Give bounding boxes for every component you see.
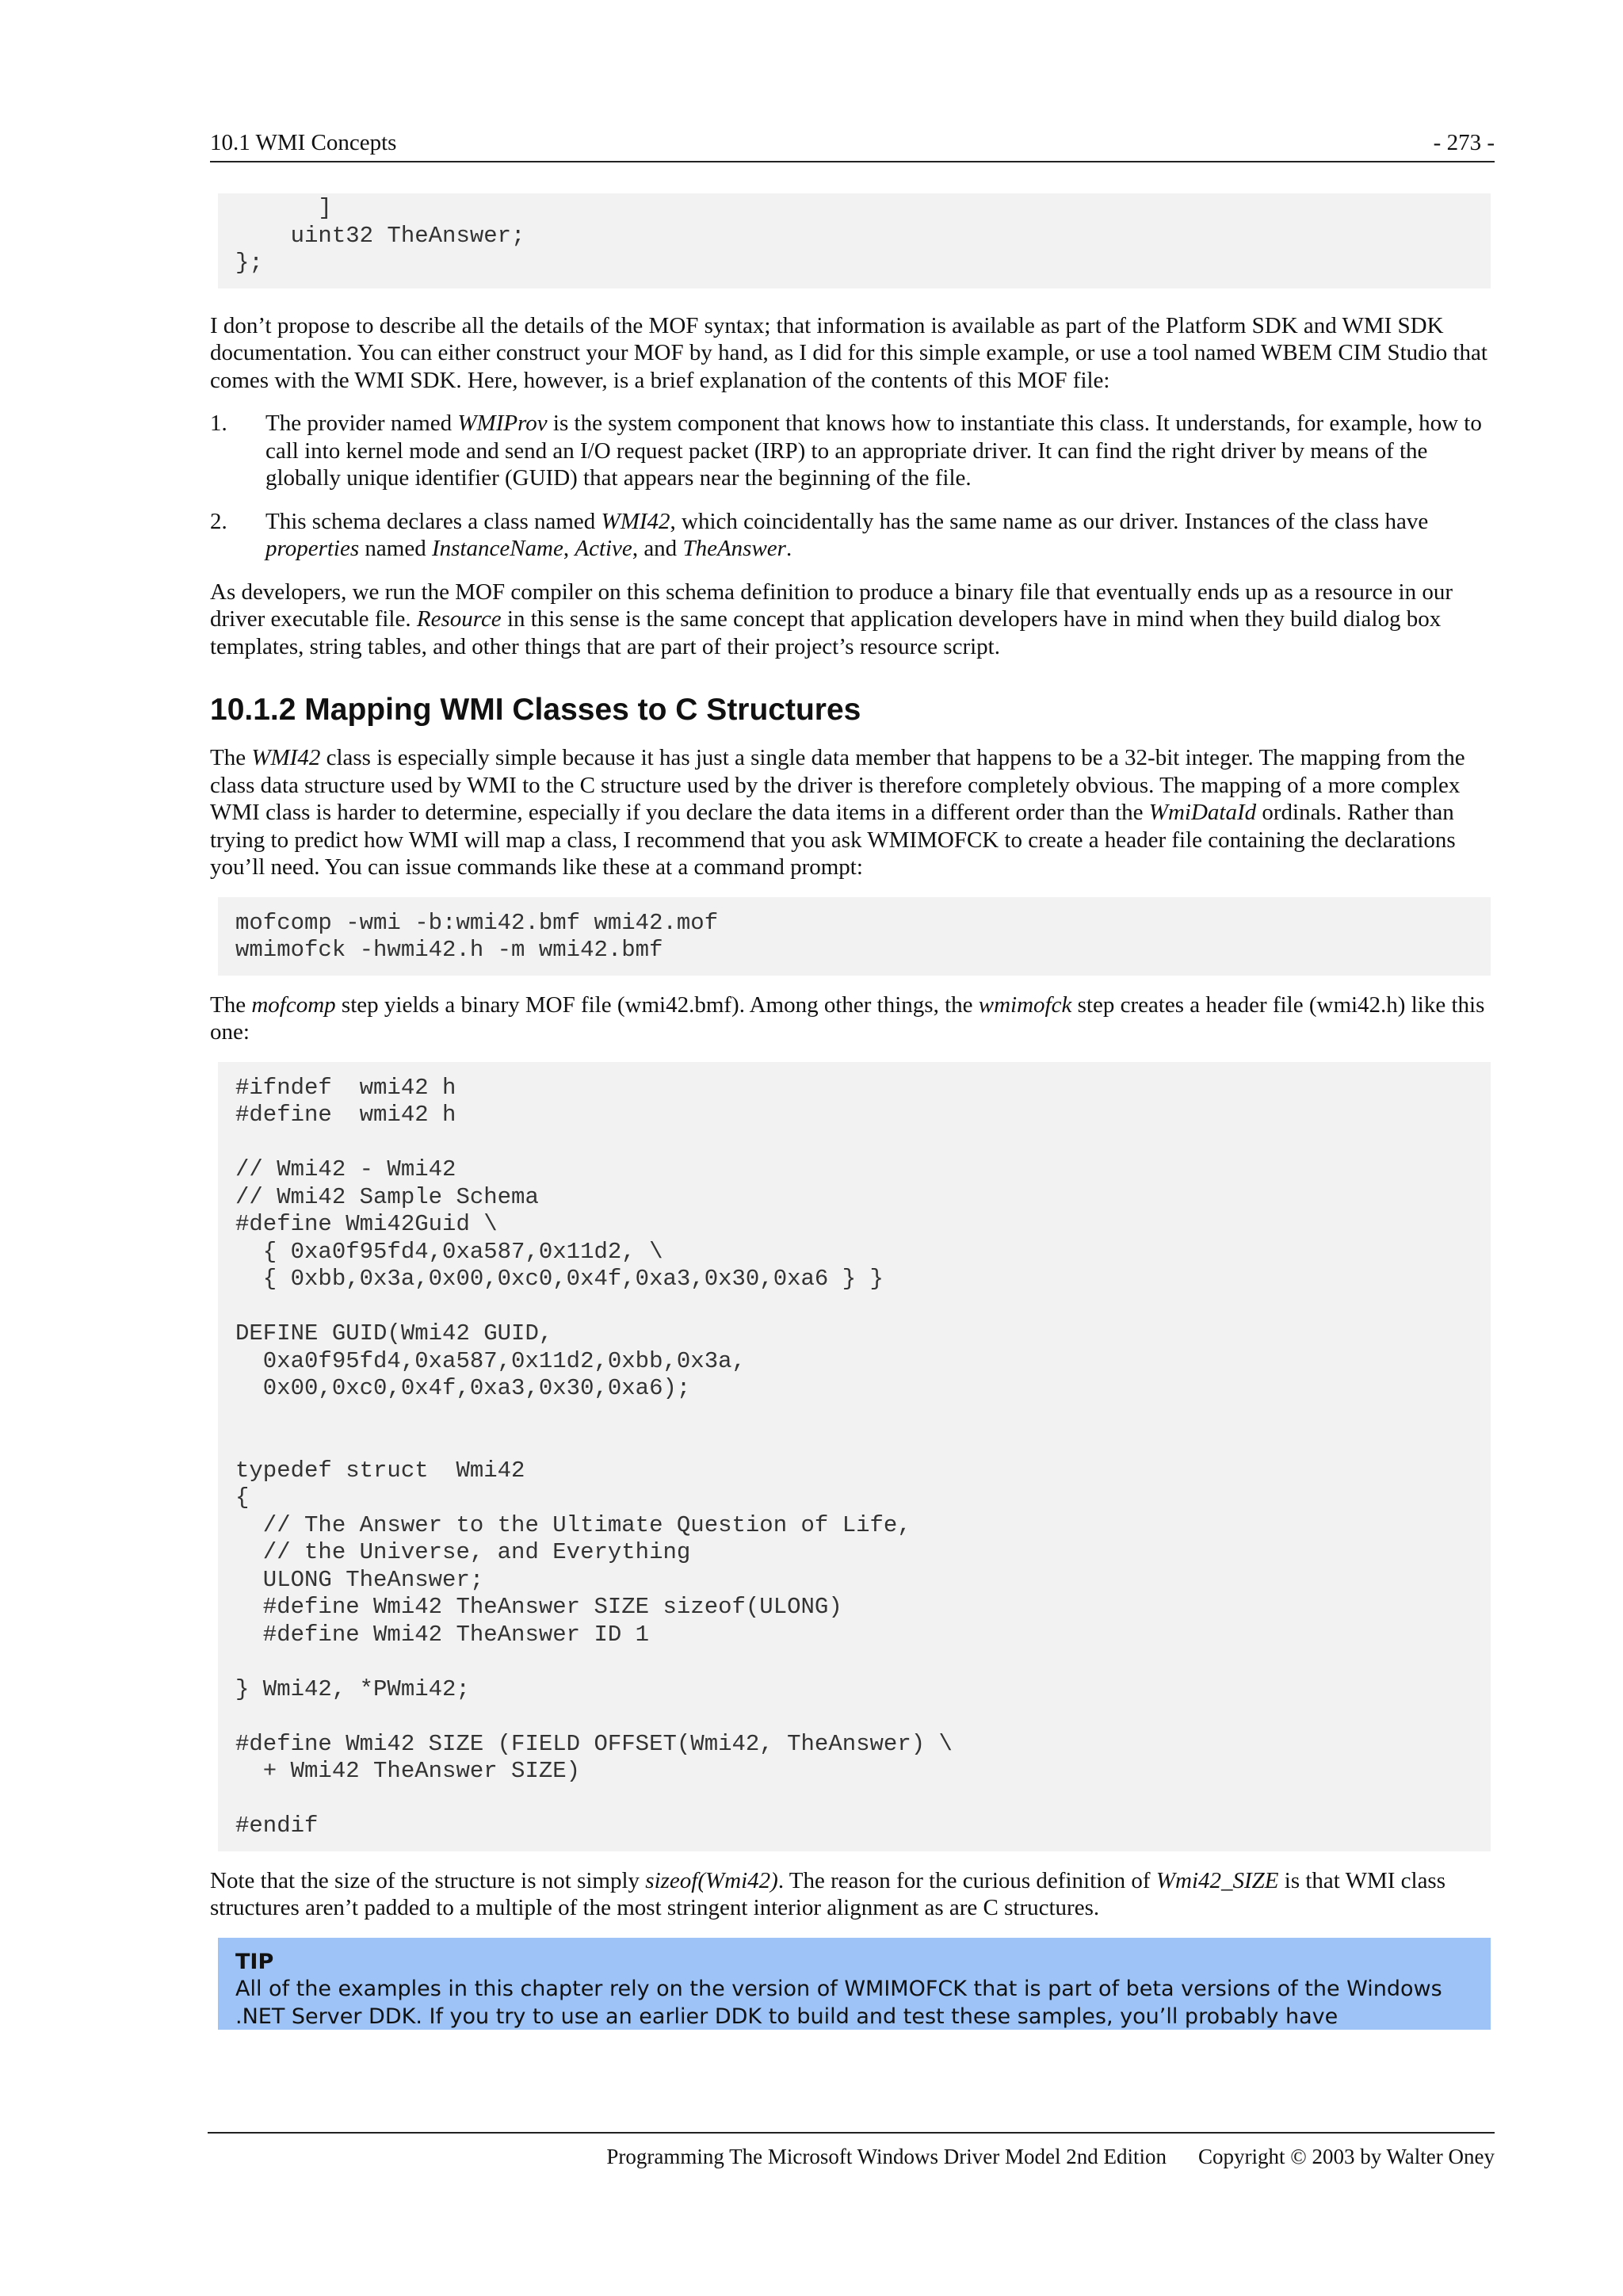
list-item: 1. The provider named WMIProv is the system component that knows how to instantiate this class. It understands, for example, how to call into kernel mode and send an I/O request packet (IRP) to an appropriate driver. It can find the right driver by means of the globally unique identifier (GUID) that appears near the beginning of the file. xyxy=(210,411,1482,491)
running-header xyxy=(210,130,1495,163)
section-heading: 10.1.2 Mapping WMI Classes to C Structures xyxy=(210,693,861,727)
list-item-number: 2. xyxy=(210,508,227,534)
footer-copyright: Copyright © 2003 by Walter Oney xyxy=(1197,2145,1495,2168)
footer-book-title: Programming The Microsoft Windows Driver Model 2nd Edition xyxy=(606,2145,1167,2168)
tip-text: All of the examples in this chapter rely on the version of WMIMOFCK that is part of beta versions of the Windows .NET Server DDK. If you try to use an earlier DDK to build and test these samples, you’ll probably have xyxy=(235,1977,1442,2029)
page-footer xyxy=(606,2145,1495,2169)
list-item: 2. This schema declares a class named WMI42, which coincidentally has the same name as our driver. Instances of the class have properties named InstanceName, Active, and TheAnswer. xyxy=(210,508,1429,561)
paragraph-mofcomp: The mofcomp step yields a binary MOF file (wmi42.bmf). Among other things, the wmimofck step creates a header file (wmi42.h) like this one: xyxy=(210,991,1485,1045)
header-rule xyxy=(210,161,1495,162)
mof-explanation-list xyxy=(210,410,1492,563)
paragraph-mof-compiler: As developers, we run the MOF compiler on this schema definition to produce a binary file that eventually ends up as a resource in our driver executable file. Resource in this sense is the same concept that application developers have in mind when they build dialog box templates, string tables, and other things that are part of their project’s resource script. xyxy=(210,579,1453,659)
paragraph-structure-size: Note that the size of the structure is not simply sizeof(Wmi42). The reason for the curious definition of Wmi42_SIZE is that WMI class structures aren’t padded to a multiple of the most stringent interior alignment as are C structures. xyxy=(210,1867,1446,1920)
footer-rule xyxy=(208,2132,1495,2134)
tip-title: TIP xyxy=(235,1949,274,1974)
page-content xyxy=(210,193,1492,2030)
code-block-commands: mofcomp -wmi -b:wmi42.bmf wmi42.mof wmimofck -hwmi42.h -m wmi42.bmf xyxy=(218,897,1491,976)
paragraph-mof-syntax: I don’t propose to describe all the details of the MOF syntax; that information is available as part of the Platform SDK and WMI SDK documentation. You can either construct your MOF by hand, as I did for this simple example, or use a tool named WBEM CIM Studio that comes with the WMI SDK. Here, however, is a brief explanation of the contents of this MOF file: xyxy=(210,312,1487,393)
code-block-mof-end: ] uint32 TheAnswer; }; xyxy=(218,193,1491,288)
header-page-number: - 273 - xyxy=(1433,130,1495,155)
list-item-number: 1. xyxy=(210,411,227,436)
header-section-title: 10.1 WMI Concepts xyxy=(210,130,397,155)
code-block-header-file: #ifndef wmi42 h #define wmi42 h // Wmi42 - Wmi42 // Wmi42 Sample Schema #define Wmi42Guid \ { 0xa0f95fd4,0xa587,0x11d2, \ { 0xbb,0x3a,0x00,0xc0,0x4f,0xa3,0x30,0xa6 } } DEFINE GUID(Wmi42 GUID, 0xa0f95fd4,0xa587,0x11d2,0xbb,0x3a, 0x00,0xc0,0x4f,0xa3,0x30,0xa6); typedef struct Wmi42 { // The Answer to the Ultimate Question of Life, // the Universe, and Everything ULONG TheAnswer; #define Wmi42 TheAnswer SIZE sizeof(ULONG) #define Wmi42 TheAnswer ID 1 } Wmi42, *PWmi42; #define Wmi42 SIZE (FIELD OFFSET(Wmi42, TheAnswer) \ + Wmi42 TheAnswer SIZE) #endif xyxy=(218,1062,1491,1851)
paragraph-mapping: The WMI42 class is especially simple because it has just a single data member that happens to be a 32-bit integer. The mapping from the class data structure used by WMI to the C structure used by the driver is therefore completely obvious. The mapping of a more complex WMI class is harder to determine, especially if you declare the data items in a different order than the WmiDataId ordinals. Rather than trying to predict how WMI will map a class, I recommend that you ask WMIMOFCK to create a header file containing the declarations you’ll need. You can issue commands like these at a command prompt: xyxy=(210,745,1465,880)
tip-box xyxy=(218,1938,1491,2030)
